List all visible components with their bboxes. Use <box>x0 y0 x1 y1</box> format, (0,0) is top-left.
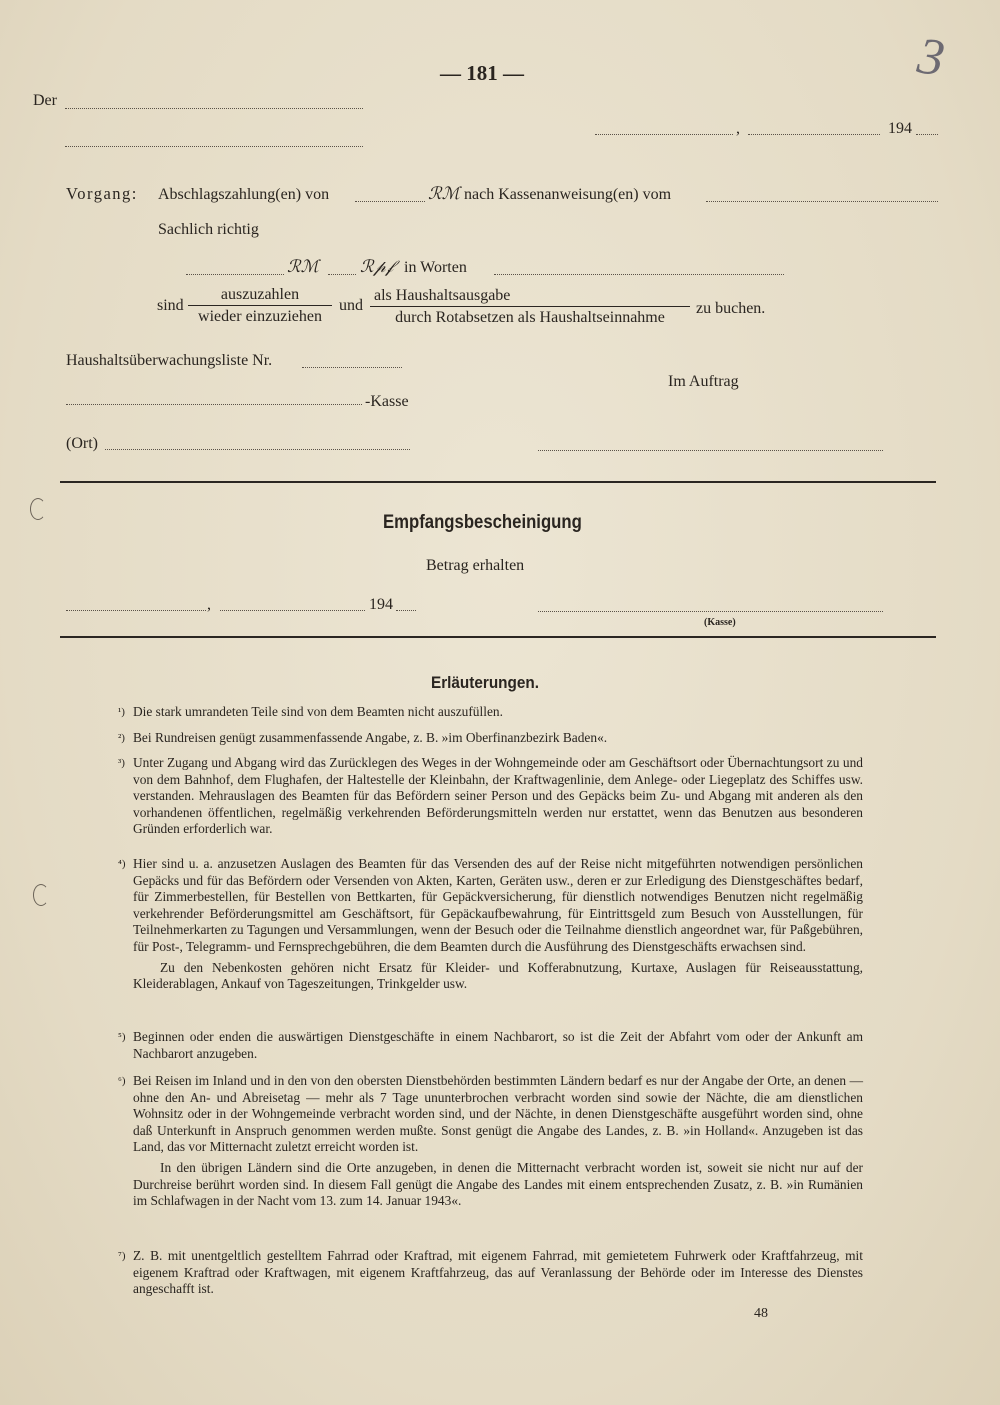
rpf-field-line[interactable] <box>328 274 356 275</box>
footnote-3-text: Unter Zugang und Abgang wird das Zurücklegen des Weges in der Wohngemeinde oder am Geschäftsort oder Übernachtungsort zu und von dem Bahnhof, dem Flughafen, der Haltestelle der Kleinbahn, der Kraftwagenlinie, dem Anlege- oder Liegeplatz des Schiffes usw. verstanden. Mehrauslagen des Beamten für das Befördern seiner Person und des Gepäcks beim Zu- und Abgang mit anderen als den vorhandenen öffentlichen, regelmäßig verkehrenden Beförderungsmitteln werden nur erstattet, wenn das Benutzen aus besonderen Gründen erforderlich war. <box>133 755 863 837</box>
betrag-erhalten: Betrag erhalten <box>426 557 525 574</box>
sind-label: sind <box>157 297 184 314</box>
date-field-line[interactable] <box>595 134 733 135</box>
footnote-7-mark: ⁷) <box>118 1250 126 1262</box>
date-field-line-2[interactable] <box>748 134 880 135</box>
empfang-kasse-line[interactable] <box>538 611 883 612</box>
footnote-2-mark: ²) <box>118 732 125 744</box>
amount-field-line[interactable] <box>355 201 425 202</box>
section-rule-top <box>60 481 936 483</box>
empfang-year-prefix: 194 <box>369 596 393 613</box>
year-prefix: 194 <box>888 120 912 137</box>
kassenanweisung-text: nach Kassenanweisung(en) vom <box>464 186 672 203</box>
abschlagszahlung-text: Abschlagszahlung(en) von <box>158 186 330 203</box>
im-auftrag-label: Im Auftrag <box>668 373 739 390</box>
erlaeuterungen-title: Erläuterungen. <box>431 673 539 692</box>
ort-field-line[interactable] <box>105 449 410 450</box>
empfang-comma: , <box>207 596 211 613</box>
in-worten-label: in Worten <box>404 259 467 276</box>
rotabsetzen-option[interactable]: durch Rotabsetzen als Haushaltseinnahme <box>395 309 665 326</box>
kassenanweisung-date-line[interactable] <box>706 201 938 202</box>
footer-page-number: 48 <box>754 1306 768 1321</box>
der-field-line-2[interactable] <box>65 146 363 147</box>
footnote-4 <box>118 856 863 993</box>
empfang-title: Empfangsbescheinigung <box>383 512 582 533</box>
liste-field-line[interactable] <box>302 367 402 368</box>
empfang-year-line[interactable] <box>396 610 416 611</box>
empfang-date-line[interactable] <box>220 610 365 611</box>
der-label: Der <box>33 92 57 109</box>
footnote-1 <box>118 704 863 721</box>
footnote-5-text: Beginnen oder enden die auswärtigen Dienstgeschäfte in einem Nachbarort, so ist die Zeit der Abfahrt vom oder der Ankunft am Nachbarort anzugeben. <box>133 1029 863 1061</box>
haushaltsausgabe-option[interactable]: als Haushaltsausgabe <box>370 287 690 307</box>
vorgang-label: Vorgang: <box>66 184 138 203</box>
und-label: und <box>339 297 363 314</box>
corner-handwritten-mark: 3 <box>914 27 948 88</box>
kasse-caption: (Kasse) <box>704 617 736 628</box>
date-comma: , <box>736 120 740 137</box>
rpf-label: ℛ𝓅𝒻 <box>360 257 394 276</box>
footnote-6 <box>118 1073 863 1210</box>
footnote-2 <box>118 730 863 747</box>
wieder-einzuziehen-option[interactable]: wieder einzuziehen <box>198 308 322 325</box>
footnote-7 <box>118 1248 863 1298</box>
footnote-1-mark: ¹) <box>118 706 125 718</box>
footnote-6-text: Bei Reisen im Inland und in den von den obersten Dienstbehörden bestimmten Ländern bedarf es nur der Angabe der Orte, an denen — ohne den An- und Abreisetag — mehr als 7 Tage ununterbrochen verbracht worden sind sowie der Nächte, die am dienstlichen Wohnsitz oder in der Wohngemeinde verbracht worden sind, und der Nächte, in denen Dienstgeschäfte ausgeführt worden sind, ohne daß Unterkunft in Anspruch genommen werden mußte. Sonst genügt die Angabe des Landes, z. B. »in Holland«. Anzugeben ist das Land, das vor Mitternacht zuletzt erreicht worden ist. <box>133 1073 863 1155</box>
zu-buchen-label: zu buchen. <box>696 300 766 317</box>
kasse-field-line[interactable] <box>66 404 362 405</box>
footnote-5-mark: ⁵) <box>118 1031 126 1043</box>
in-worten-field-line[interactable] <box>494 274 784 275</box>
footnote-1-text: Die stark umrandeten Teile sind von dem Beamten nicht auszufüllen. <box>133 704 503 719</box>
currency-rm: ℛℳ <box>428 184 460 203</box>
footnote-5 <box>118 1029 863 1062</box>
footnote-3 <box>118 755 863 838</box>
der-field-line[interactable] <box>65 108 363 109</box>
footnote-4-text: Hier sind u. a. anzusetzen Auslagen des Beamten für das Versenden des auf der Reise nicht mitgeführten notwendigen persönlichen Gepäcks und für das Befördern oder Versenden von Akten, Karten, Geräten usw., deren er zur Erledigung des Dienstgeschäftes bedarf, für Zimmerbestellen, für Bestellen von Bettkarten, für Gepäckversicherung, für dienstlich notwendiges Benutzen nicht regelmäßig verkehrender Beförderungsmittel am Geschäftsort, für Gepäckaufbewahrung, für Eintrittsgeld zum Besuch von Ausstellungen, für Teilnehmerkarten zu Tagungen und Versammlungen, wenn der Besuch oder die Teilnahme dienstlich angeordnet war, für Paßgebühren, für Post-, Telegramm- und Fernsprechgebühren, die dem Beamten durch die Ausführung des Dienstgeschäfts erwachsen sind. <box>133 856 863 954</box>
punch-hole-top <box>30 498 46 520</box>
footnote-6-mark: ⁶) <box>118 1075 126 1087</box>
footnote-2-text: Bei Rundreisen genügt zusammenfassende Angabe, z. B. »im Oberfinanzbezirk Baden«. <box>133 730 608 745</box>
empfang-place-line[interactable] <box>66 610 206 611</box>
kasse-label: -Kasse <box>365 393 409 410</box>
signature-field-line[interactable] <box>538 450 883 451</box>
year-field-line[interactable] <box>916 134 938 135</box>
page-number: — 181 — <box>440 61 524 85</box>
footnote-4-text-2: Zu den Nebenkosten gehören nicht Ersatz für Kleider- und Kofferabnutzung, Kurtaxe, Auslagen für Reiseausstattung, Kleiderablagen, Ankauf von Tageszeitungen, Trinkgelder usw. <box>133 959 863 992</box>
section-rule-bottom <box>60 636 936 638</box>
liste-label: Haushaltsüberwachungsliste Nr. <box>66 352 273 369</box>
rm-label: ℛℳ <box>287 257 319 276</box>
footnote-3-mark: ³) <box>118 757 125 769</box>
fraction-auszuzahlen <box>188 286 332 326</box>
punch-hole-bottom <box>33 884 49 906</box>
footnote-6-text-2: In den übrigen Ländern sind die Orte anzugeben, in denen die Mitternacht verbracht worden ist, soweit sie nicht nur auf der Durchreise berührt worden sind. In diesem Fall genügt die Angabe des Landes mit einem entsprechenden Zusatz, z. B. »in Rumänien im Schlafwagen in der Nacht vom 13. zum 14. Januar 1943«. <box>133 1159 863 1209</box>
fraction-haushalt <box>370 287 690 327</box>
footnote-7-text: Z. B. mit unentgeltlich gestelltem Fahrrad oder Kraftrad, mit eigenem Fahrrad, mit gemietetem Fuhrwerk oder Kraftfahrzeug, mit eigenem Kraftrad oder Kraftwagen, mit eigenem Kraftfahrzeug, das auf Veranlassung der Behörde oder im Interesse des Dienstes angeschafft ist. <box>133 1248 863 1297</box>
auszuzahlen-option[interactable]: auszuzahlen <box>188 286 332 306</box>
footnote-4-mark: ⁴) <box>118 858 126 870</box>
ort-label: (Ort) <box>66 435 98 452</box>
rm-field-line[interactable] <box>186 274 284 275</box>
sachlich-richtig: Sachlich richtig <box>158 221 259 238</box>
